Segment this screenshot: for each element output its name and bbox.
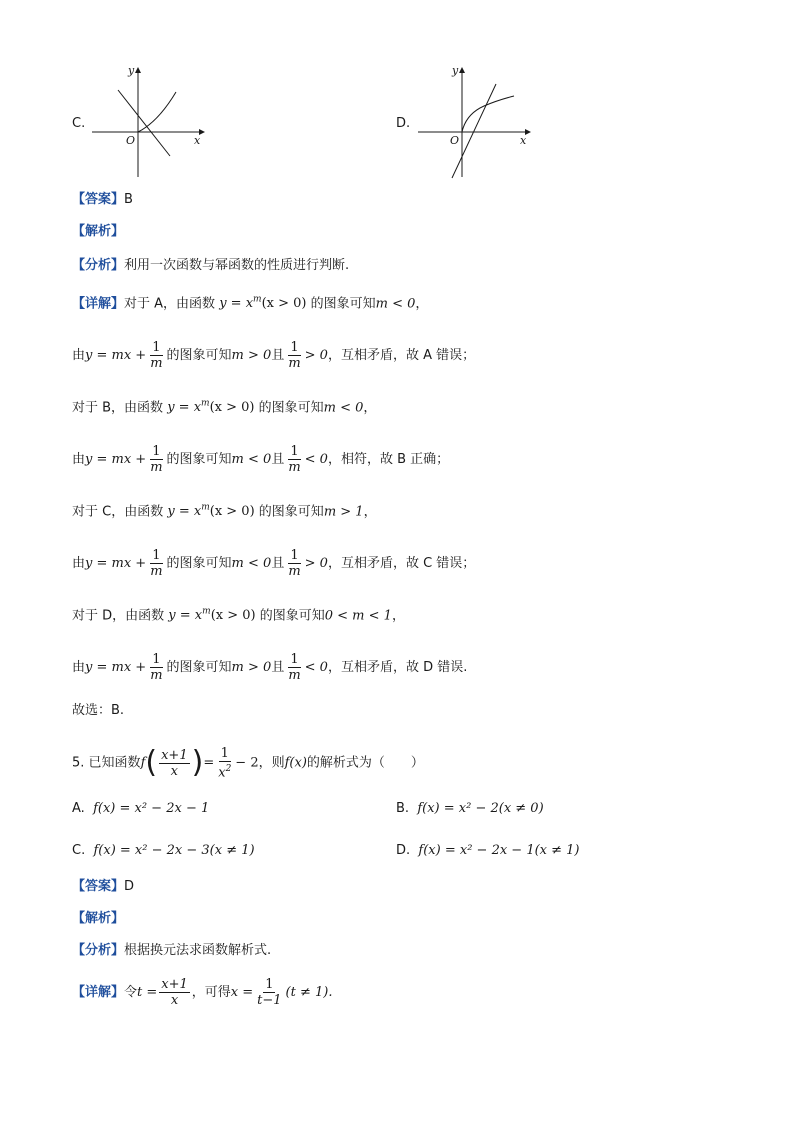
option-text: f(x) = x² − 2x − 1(x ≠ 1) — [418, 843, 580, 858]
line-end: ， — [363, 504, 377, 520]
line-text: 的图象可知 — [166, 348, 232, 363]
q5-option-b[interactable] — [396, 799, 544, 819]
answer-value: B — [124, 192, 133, 207]
option-label: A. — [72, 801, 85, 816]
equals: = — [203, 755, 215, 771]
detail-text: 令 — [124, 985, 138, 1000]
line-text: 的图象可知 — [310, 296, 376, 312]
q4-detail-line-2 — [72, 340, 475, 371]
line-text: 的图象可知 — [166, 556, 232, 571]
linear-function-line — [452, 84, 496, 178]
q4-detail-line-3 — [72, 394, 376, 418]
line-text: 的图象可知 — [258, 504, 324, 520]
option-label: B. — [396, 801, 410, 816]
detail-tag: 【详解】 — [72, 296, 125, 312]
condition: m < 0 — [231, 556, 272, 571]
q4-detail-line-8 — [72, 652, 467, 683]
graph-c — [88, 62, 218, 182]
fraction: $\frac{1}{m}$ — [150, 652, 163, 683]
fenxi-text: 根据换元法求函数解析式. — [124, 943, 272, 958]
q5-answer — [72, 877, 134, 897]
fenxi-tag: 【分析】 — [72, 943, 125, 958]
line-text: 由 — [72, 452, 86, 467]
line-end: ，互相矛盾，故 A 错误； — [327, 348, 476, 363]
condition: > 0 — [304, 556, 328, 571]
x-axis-label: x — [520, 134, 527, 147]
line-end: ，互相矛盾，故 D 错误. — [327, 660, 468, 675]
line-end: ， — [415, 296, 429, 312]
line-text: 且 — [271, 556, 285, 571]
condition: < 0 — [304, 452, 328, 467]
origin-label: O — [450, 134, 460, 147]
fenxi-tag: 【分析】 — [72, 258, 125, 273]
fraction: $\frac{1}{m}$ — [288, 340, 301, 371]
y-axis-label: y — [452, 64, 459, 77]
line-text: 对于 B，由函数 — [72, 400, 164, 416]
linear-function: y = mx + — [85, 348, 147, 363]
y-axis-label: y — [128, 64, 135, 77]
q4-detail-line-7 — [72, 602, 405, 626]
stem-text: ，则 — [258, 755, 285, 771]
q5-detail — [72, 977, 332, 1008]
stem-text: 已知函数 — [88, 755, 141, 771]
condition: m > 1 — [323, 504, 364, 520]
q4-detail-line-6 — [72, 548, 475, 579]
line-text: 由 — [72, 660, 86, 675]
option-label: C. — [72, 843, 86, 858]
q4-answer — [72, 190, 133, 210]
line-text: 且 — [271, 660, 285, 675]
option-c-label: C. — [72, 116, 86, 131]
q4-detail-line-1 — [72, 290, 428, 314]
fraction: $\frac{1}{m}$ — [288, 548, 301, 579]
q5-option-a[interactable] — [72, 799, 209, 819]
line-end: ， — [363, 400, 377, 416]
line-text: 的图象可知 — [259, 608, 325, 624]
line-text: 对于 D，由函数 — [72, 608, 165, 624]
line-text: 对于 A，由函数 — [124, 296, 216, 312]
line-text: 的图象可知 — [166, 660, 232, 675]
power-function: $y = x^m(x > 0)$ — [167, 399, 255, 416]
function-fx: f(x) — [284, 755, 307, 771]
condition: m < 0 — [375, 296, 416, 312]
option-label: D. — [396, 843, 411, 858]
line-text: 由 — [72, 348, 86, 363]
condition: m > 0 — [231, 660, 272, 675]
fraction: $\frac{1}{m}$ — [150, 340, 163, 371]
fraction: $\frac{1}{m}$ — [288, 444, 301, 475]
left-paren: ( — [145, 745, 158, 781]
q4-fenxi — [72, 256, 349, 276]
analysis-tag: 【解析】 — [72, 224, 125, 239]
option-text: f(x) = x² − 2(x ≠ 0) — [417, 801, 544, 816]
q5-analysis-heading — [72, 909, 124, 929]
linear-function: y = mx + — [85, 660, 147, 675]
q5-stem — [72, 746, 424, 780]
fraction: $\frac{x+1}{x}$ — [161, 747, 188, 779]
option-text: f(x) = x² − 2x − 1 — [93, 801, 210, 816]
q4-detail-line-5 — [72, 498, 377, 522]
graph-d — [414, 62, 544, 182]
linear-function: y = mx + — [85, 452, 147, 467]
fraction: $\frac{1}{m}$ — [288, 652, 301, 683]
q4-conclusion: 故选：B. — [72, 703, 125, 718]
right-paren: ) — [191, 745, 204, 781]
q4-analysis-heading — [72, 222, 124, 242]
condition: 0 < m < 1 — [324, 608, 392, 624]
condition: m > 0 — [231, 348, 272, 363]
detail-tag: 【详解】 — [72, 985, 125, 1000]
answer-tag: 【答案】 — [72, 879, 125, 894]
origin-label: O — [126, 134, 136, 147]
answer-tag: 【答案】 — [72, 192, 125, 207]
condition: < 0 — [304, 660, 328, 675]
fraction: $\frac{1}{m}$ — [150, 548, 163, 579]
function-name: f — [140, 755, 146, 771]
detail-text: ，可得 — [191, 985, 231, 1000]
question-number: 5. — [72, 755, 85, 771]
line-text: 且 — [271, 452, 285, 467]
x-expression: x = — [230, 985, 254, 1000]
condition: m < 0 — [323, 400, 364, 416]
line-end: ，互相矛盾，故 C 错误； — [327, 556, 476, 571]
line-end: ， — [391, 608, 405, 624]
stem-text: 的解析式为（ ） — [306, 755, 424, 771]
t-definition: t = — [137, 985, 158, 1000]
line-end: ，相符，故 B 正确； — [327, 452, 450, 467]
power-function: $y = x^m(x > 0)$ — [219, 295, 307, 312]
power-function: $y = x^m(x > 0)$ — [167, 503, 255, 520]
line-text: 的图象可知 — [258, 400, 324, 416]
q5-fenxi — [72, 941, 271, 961]
x-condition: (t ≠ 1). — [285, 985, 333, 1000]
condition: m < 0 — [231, 452, 272, 467]
analysis-tag: 【解析】 — [72, 911, 125, 926]
fenxi-text: 利用一次函数与幂函数的性质进行判断. — [124, 258, 350, 273]
condition: > 0 — [304, 348, 328, 363]
power-function: $y = x^m(x > 0)$ — [168, 607, 256, 624]
fraction: $\frac{x+1}{x}$ — [161, 977, 188, 1008]
q4-detail-line-4 — [72, 444, 449, 475]
rhs-tail: − 2 — [235, 755, 259, 771]
fraction: $\frac{1}{t-1}$ — [257, 977, 282, 1008]
linear-function: y = mx + — [85, 556, 147, 571]
line-text: 且 — [271, 348, 285, 363]
answer-value: D — [124, 879, 135, 894]
fraction: $\frac{1}{x^2}$ — [218, 746, 232, 781]
x-axis-label: x — [194, 134, 201, 147]
q5-option-c[interactable] — [72, 841, 255, 861]
power-function-curve — [138, 92, 176, 132]
line-text: 由 — [72, 556, 86, 571]
line-text: 对于 C，由函数 — [72, 504, 164, 520]
q5-option-d[interactable] — [396, 841, 580, 861]
line-text: 的图象可知 — [166, 452, 232, 467]
option-text: f(x) = x² − 2x − 3(x ≠ 1) — [93, 843, 255, 858]
option-d-label: D. — [396, 116, 411, 131]
fraction: $\frac{1}{m}$ — [150, 444, 163, 475]
